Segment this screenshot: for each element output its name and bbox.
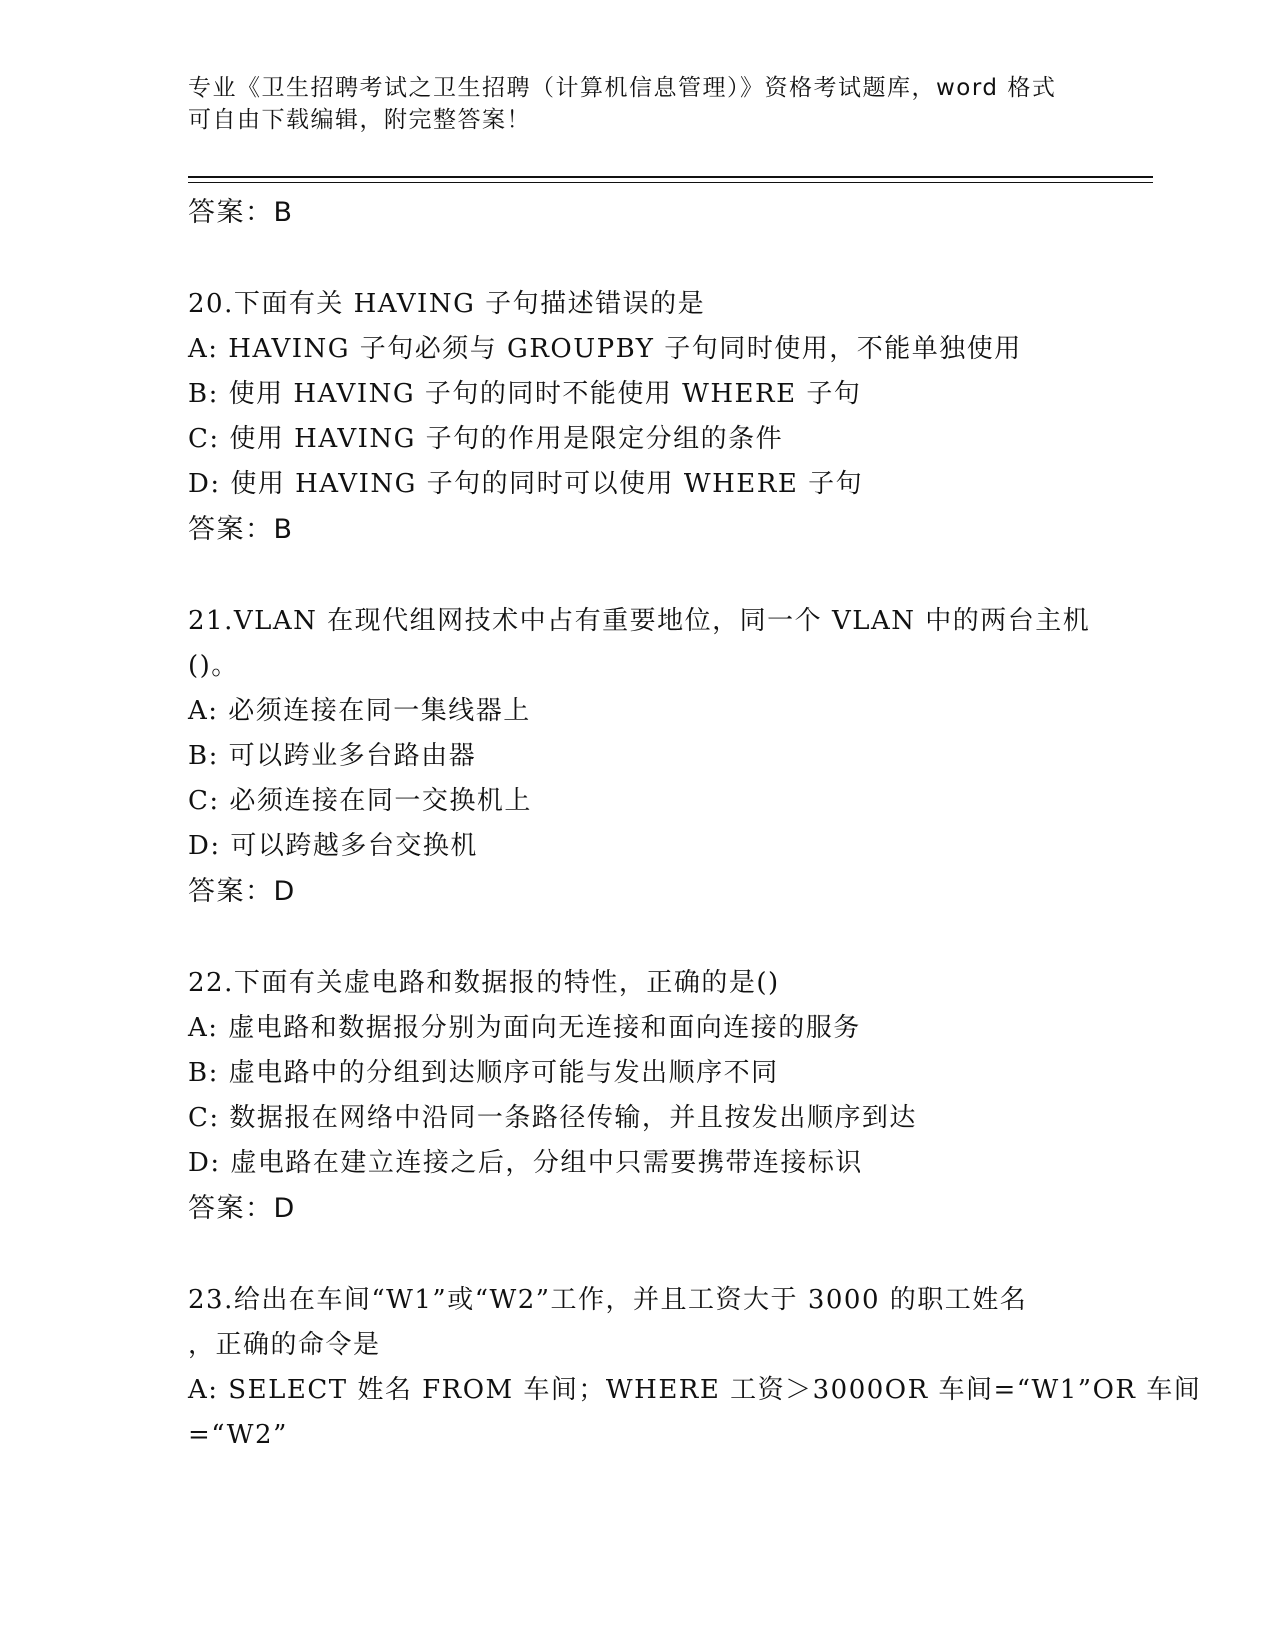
option-a: A: 虚电路和数据报分别为面向无连接和面向连接的服务	[188, 1013, 861, 1043]
option-c: C: 必须连接在同一交换机上	[188, 786, 532, 816]
question-stem-cont: ()。	[188, 651, 239, 681]
option-d: D: 虚电路在建立连接之后，分组中只需要携带连接标识	[188, 1148, 863, 1178]
header-line-1: 专业《卫生招聘考试之卫生招聘（计算机信息管理）》资格考试题库，word 格式	[188, 75, 1057, 101]
answer-line: 答案：D	[188, 876, 296, 907]
option-c: C: 使用 HAVING 子句的作用是限定分组的条件	[188, 424, 784, 454]
question-stem-cont: ，正确的命令是	[188, 1330, 381, 1360]
option-d: D: 可以跨越多台交换机	[188, 831, 478, 861]
question-22	[188, 961, 1088, 1231]
document-body	[188, 190, 1202, 1458]
header-rule	[188, 176, 1153, 178]
question-20	[188, 282, 1088, 552]
answer-line: 答案：D	[188, 1193, 296, 1224]
option-a-cont: =“W2”	[188, 1420, 288, 1450]
option-b: B: 可以跨业多台路由器	[188, 741, 477, 771]
option-d: D: 使用 HAVING 子句的同时可以使用 WHERE 子句	[188, 469, 864, 499]
question-23	[188, 1278, 1202, 1458]
question-stem: 20.下面有关 HAVING 子句描述错误的是	[188, 289, 706, 319]
question-stem: 23.给出在车间“W1”或“W2”工作，并且工资大于 3000 的职工姓名	[188, 1285, 1028, 1315]
option-b: B: 使用 HAVING 子句的同时不能使用 WHERE 子句	[188, 379, 862, 409]
option-c: C: 数据报在网络中沿同一条路径传输，并且按发出顺序到达	[188, 1103, 917, 1133]
question-21	[188, 599, 1091, 914]
answer-line: 答案：B	[188, 197, 294, 228]
question-stem: 21.VLAN 在现代组网技术中占有重要地位，同一个 VLAN 中的两台主机	[188, 606, 1091, 636]
header-rule-thin	[188, 182, 1153, 183]
option-a: A: 必须连接在同一集线器上	[188, 696, 531, 726]
document-header	[188, 72, 1068, 136]
header-line-2: 可自由下载编辑，附完整答案！	[188, 107, 531, 133]
question-stem: 22.下面有关虚电路和数据报的特性，正确的是()	[188, 968, 780, 998]
option-b: B: 虚电路中的分组到达顺序可能与发出顺序不同	[188, 1058, 779, 1088]
option-a: A: HAVING 子句必须与 GROUPBY 子句同时使用，不能单独使用	[188, 334, 1022, 364]
answer-line: 答案：B	[188, 514, 294, 545]
option-a: A: SELECT 姓名 FROM 车间；WHERE 工资＞3000OR 车间=“W1”OR 车间	[188, 1375, 1202, 1405]
